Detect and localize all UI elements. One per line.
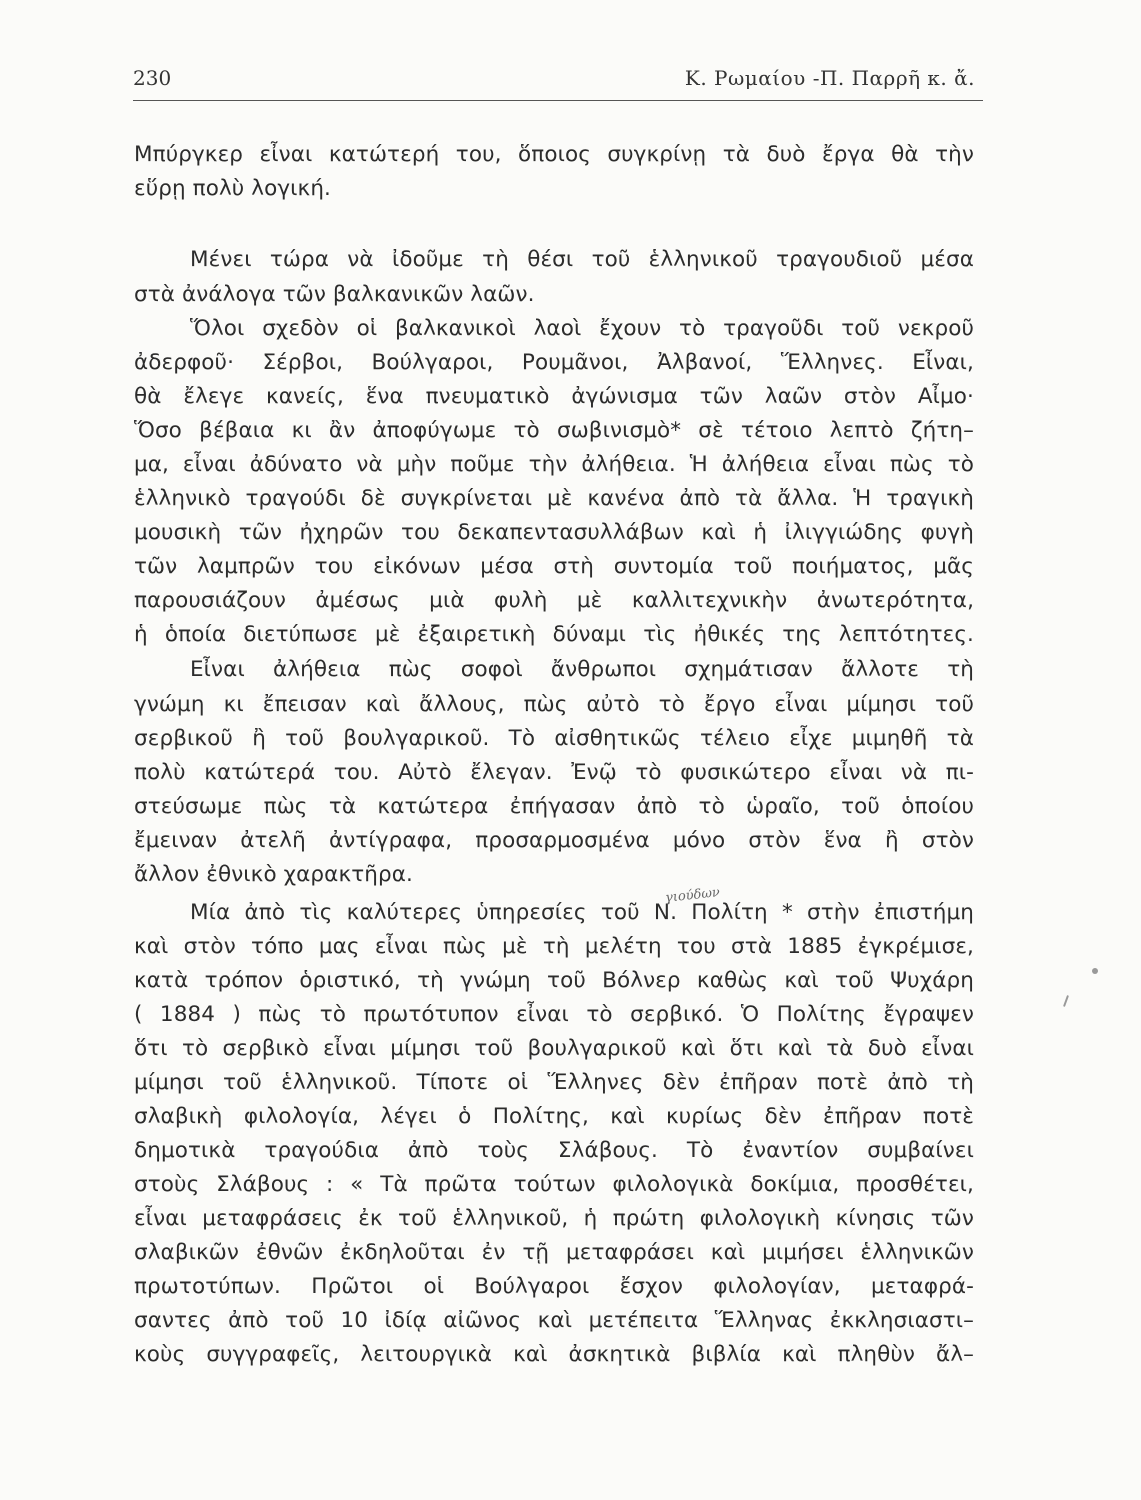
handwritten-margin-note: γιούδων bbox=[664, 885, 721, 906]
text-line: τῶν λαμπρῶν του εἰκόνων μέσα στὴ συντομία τοῦ ποιήματος, μᾶς bbox=[134, 554, 974, 579]
running-head: Κ. Ρωμαίου -Π. Παρρῆ κ. ἄ. bbox=[684, 66, 975, 90]
text-line: ἄλλον ἐθνικὸ χαρακτῆρα. bbox=[134, 862, 413, 887]
text-line: στεύσωμε πὼς τὰ κατώτερα ἐπήγασαν ἀπὸ τὸ ὡραῖο, τοῦ ὁποίου bbox=[134, 794, 974, 819]
text-line: Μένει τώρα νὰ ἰδοῦμε τὴ θέσι τοῦ ἑλληνικοῦ τραγουδιοῦ μέσα bbox=[190, 247, 974, 272]
text-line: καὶ στὸν τόπο μας εἶναι πὼς μὲ τὴ μελέτη του στὰ 1885 ἐγκρέμισε, bbox=[134, 934, 974, 959]
text-line: σλαβικὴ φιλολογία, λέγει ὁ Πολίτης, καὶ κυρίως δὲν ἐπῆραν ποτὲ bbox=[134, 1104, 974, 1129]
text-line: Μπύργκερ εἶναι κατώτερή του, ὅποιος συγκρίνῃ τὰ δυὸ ἔργα θὰ τὴν bbox=[134, 142, 974, 167]
text-line: ( 1884 ) πὼς τὸ πρωτότυπον εἶναι τὸ σερβικό. Ὁ Πολίτης ἔγραψεν bbox=[134, 1002, 974, 1027]
paper-speck bbox=[1092, 968, 1098, 974]
text-line: ἡ ὁποία διετύπωσε μὲ ἐξαιρετικὴ δύναμι τὶς ἠθικές της λεπτότητες. bbox=[134, 622, 974, 647]
text-line: μουσικὴ τῶν ἠχηρῶν του δεκαπεντασυλλάβων καὶ ἡ ἰλιγγιώδης φυγὴ bbox=[134, 520, 974, 545]
text-line: Ὅσο βέβαια κι ἂν ἀποφύγωμε τὸ σωβινισμὸ* σὲ τέτοιο λεπτὸ ζήτη– bbox=[134, 418, 974, 443]
text-line: θὰ ἔλεγε κανείς, ἕνα πνευματικὸ ἀγώνισμα τῶν λαῶν στὸν Αἶμο· bbox=[134, 384, 974, 409]
text-line: ἀδερφοῦ· Σέρβοι, Βούλγαροι, Ρουμᾶνοι, Ἀλβανοί, Ἕλληνες. Εἶναι, bbox=[134, 350, 974, 375]
text-line: ὅτι τὸ σερβικὸ εἶναι μίμησι τοῦ βουλγαρικοῦ καὶ ὅτι καὶ τὰ δυὸ εἶναι bbox=[134, 1036, 974, 1061]
text-line: εὕρῃ πολὺ λογική. bbox=[134, 176, 331, 201]
text-line: Εἶναι ἀλήθεια πὼς σοφοὶ ἄνθρωποι σχημάτισαν ἄλλοτε τὴ bbox=[190, 657, 974, 682]
text-line: Μία ἀπὸ τὶς καλύτερες ὑπηρεσίες τοῦ Ν. Πολίτη * στὴν ἐπιστήμη bbox=[190, 900, 974, 925]
text-line: κατὰ τρόπον ὁριστικό, τὴ γνώμη τοῦ Βόλνερ καθὼς καὶ τοῦ Ψυχάρη bbox=[134, 968, 974, 993]
text-line: Ὅλοι σχεδὸν οἱ βαλκανικοὶ λαοὶ ἔχουν τὸ τραγοῦδι τοῦ νεκροῦ bbox=[190, 316, 974, 341]
page-number: 230 bbox=[133, 66, 172, 90]
text-line: σαντες ἀπὸ τοῦ 10 ἰδίᾳ αἰῶνος καὶ μετέπειτα Ἕλληνας ἐκκλησιαστι– bbox=[134, 1308, 974, 1333]
text-line: δημοτικὰ τραγούδια ἀπὸ τοὺς Σλάβους. Τὸ ἐναντίον συμβαίνει bbox=[134, 1138, 974, 1163]
text-line: σλαβικῶν ἐθνῶν ἐκδηλοῦται ἐν τῇ μεταφράσει καὶ μιμήσει ἑλληνικῶν bbox=[134, 1240, 974, 1265]
text-line: εἶναι μεταφράσεις ἐκ τοῦ ἑλληνικοῦ, ἡ πρώτη φιλολογικὴ κίνησις τῶν bbox=[134, 1206, 974, 1231]
text-line: κοὺς συγγραφεῖς, λειτουργικὰ καὶ ἀσκητικὰ βιβλία καὶ πληθὺν ἄλ– bbox=[134, 1342, 974, 1367]
text-line: μα, εἶναι ἀδύνατο νὰ μὴν ποῦμε τὴν ἀλήθεια. Ἡ ἀλήθεια εἶναι πὼς τὸ bbox=[134, 452, 974, 477]
paper-mark bbox=[1063, 995, 1069, 1007]
text-line: στοὺς Σλάβους : « Τὰ πρῶτα τούτων φιλολογικὰ δοκίμια, προσθέτει, bbox=[134, 1172, 974, 1197]
text-line: γνώμη κι ἔπεισαν καὶ ἄλλους, πὼς αὐτὸ τὸ ἔργο εἶναι μίμησι τοῦ bbox=[134, 692, 974, 717]
text-line: μίμησι τοῦ ἑλληνικοῦ. Τίποτε οἱ Ἕλληνες δὲν ἐπῆραν ποτὲ ἀπὸ τὴ bbox=[134, 1070, 974, 1095]
page-header bbox=[133, 66, 983, 101]
text-line: ἔμειναν ἀτελῆ ἀντίγραφα, προσαρμοσμένα μόνο στὸν ἕνα ἢ στὸν bbox=[134, 828, 974, 853]
text-line: στὰ ἀνάλογα τῶν βαλκανικῶν λαῶν. bbox=[134, 282, 535, 307]
text-line: παρουσιάζουν ἀμέσως μιὰ φυλὴ μὲ καλλιτεχνικὴν ἀνωτερότητα, bbox=[134, 588, 974, 613]
text-line: σερβικοῦ ἢ τοῦ βουλγαρικοῦ. Τὸ αἰσθητικῶς τέλειο εἶχε μιμηθῆ τὰ bbox=[134, 726, 974, 751]
text-line: πολὺ κατώτερά του. Αὐτὸ ἔλεγαν. Ἐνῷ τὸ φυσικώτερο εἶναι νὰ πι- bbox=[134, 760, 974, 785]
text-line: ἑλληνικὸ τραγούδι δὲ συγκρίνεται μὲ κανένα ἀπὸ τὰ ἄλλα. Ἡ τραγικὴ bbox=[134, 486, 974, 511]
text-line: πρωτοτύπων. Πρῶτοι οἱ Βούλγαροι ἔσχον φιλολογίαν, μεταφρά- bbox=[134, 1274, 974, 1299]
